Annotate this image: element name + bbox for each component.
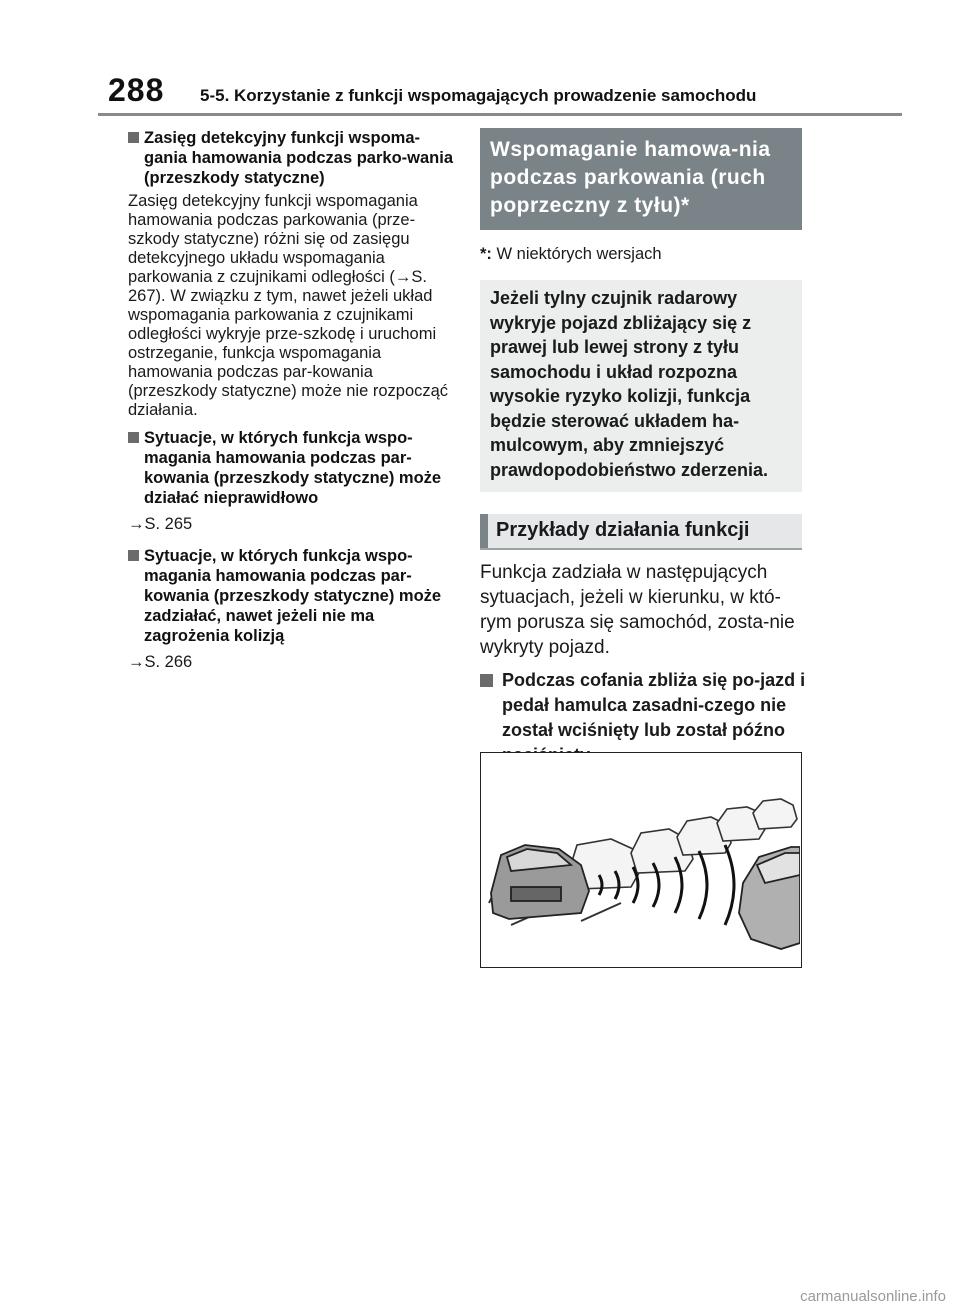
- right-column: [480, 128, 806, 768]
- subheading-text: Sytuacje, w których funkcja wspo-magania hamowania podczas par-kowania (przeszkody statyczne) może działać nieprawidłowo: [144, 429, 442, 507]
- section-bar-label: Przykłady działania funkcji: [496, 519, 750, 541]
- subheading-malfunction-situations: [128, 428, 454, 508]
- paragraph-function-operation: Funkcja zadziała w następujących sytuacjach, jeżeli w kierunku, w któ-rym porusza się samochód, zosta-nie wykryty pojazd.: [480, 562, 795, 658]
- square-bullet-icon: [480, 674, 493, 687]
- page-reference-265[interactable]: →S. 265: [128, 515, 193, 533]
- subheading-text: Zasięg detekcyjny funkcji wspoma-gania hamowania podczas parko-wania (przeszkody statyczne): [144, 129, 453, 187]
- page-number: 288: [108, 72, 165, 108]
- square-bullet-icon: [128, 132, 139, 143]
- parking-illustration: [480, 752, 802, 968]
- watermark: carmanualsonline.info: [800, 1288, 946, 1305]
- chapter-title: 5-5. Korzystanie z funkcji wspomagających prowadzenie samochodu: [200, 86, 757, 105]
- left-column: [128, 128, 454, 684]
- note-star: *:: [480, 245, 492, 263]
- subheading-text: Podczas cofania zbliża się po-jazd i pedał hamulca zasadni-czego nie został wciśnięty lub został późno: [502, 670, 806, 740]
- subheading-text: Sytuacje, w których funkcja wspo-magania hamowania podczas par-kowania (przeszkody statyczne) może zadziałać, nawet jeżeli nie ma zagrożenia kolizją: [144, 547, 442, 645]
- section-bar-accent: [480, 514, 488, 548]
- version-note: [480, 244, 806, 264]
- paragraph-detection-range: Zasięg detekcyjny funkcji wspomagania hamowania podczas parkowania (prze-szkody statyczne) różni się od zasięgu detekcyjnego układu wspomagania parkowania z czujnikami odległości (→S. 267). W związku z tym, nawet jeżeli układ wspomagania parkowania z czujnikami odległości wykryje prze-szkodę i uruchomi ostrzeganie, funkcja wspomagania hamowania podczas par-kowania (przeszkody statyczne) może nie rozpocząć działania.: [128, 192, 449, 419]
- parking-scene-svg: [481, 753, 800, 966]
- subheading-detection-range: [128, 128, 454, 188]
- square-bullet-icon: [128, 432, 139, 443]
- summary-box: Jeżeli tylny czujnik radarowy wykryje pojazd zbliżający się z prawej lub lewej strony z tyłu samochodu i układ rozpozna wysokie ryzyko kolizji, funkcja będzie sterować układem ha-mulcowym, aby zmniejszyć prawdopodobieństwo zderzenia.: [480, 280, 802, 492]
- note-text: W niektórych wersjach: [491, 245, 662, 263]
- parked-car-5: [753, 799, 797, 829]
- header-rule: [98, 113, 902, 116]
- section-title-box: Wspomaganie hamowa-nia podczas parkowania (ruch poprzeczny z tyłu)*: [480, 128, 802, 230]
- subheading-false-activation: [128, 546, 454, 646]
- page-header: [0, 0, 960, 120]
- square-bullet-icon: [128, 550, 139, 561]
- section-bar-examples: [480, 514, 802, 550]
- approaching-car: [739, 847, 800, 949]
- page-reference-266[interactable]: →S. 266: [128, 653, 193, 671]
